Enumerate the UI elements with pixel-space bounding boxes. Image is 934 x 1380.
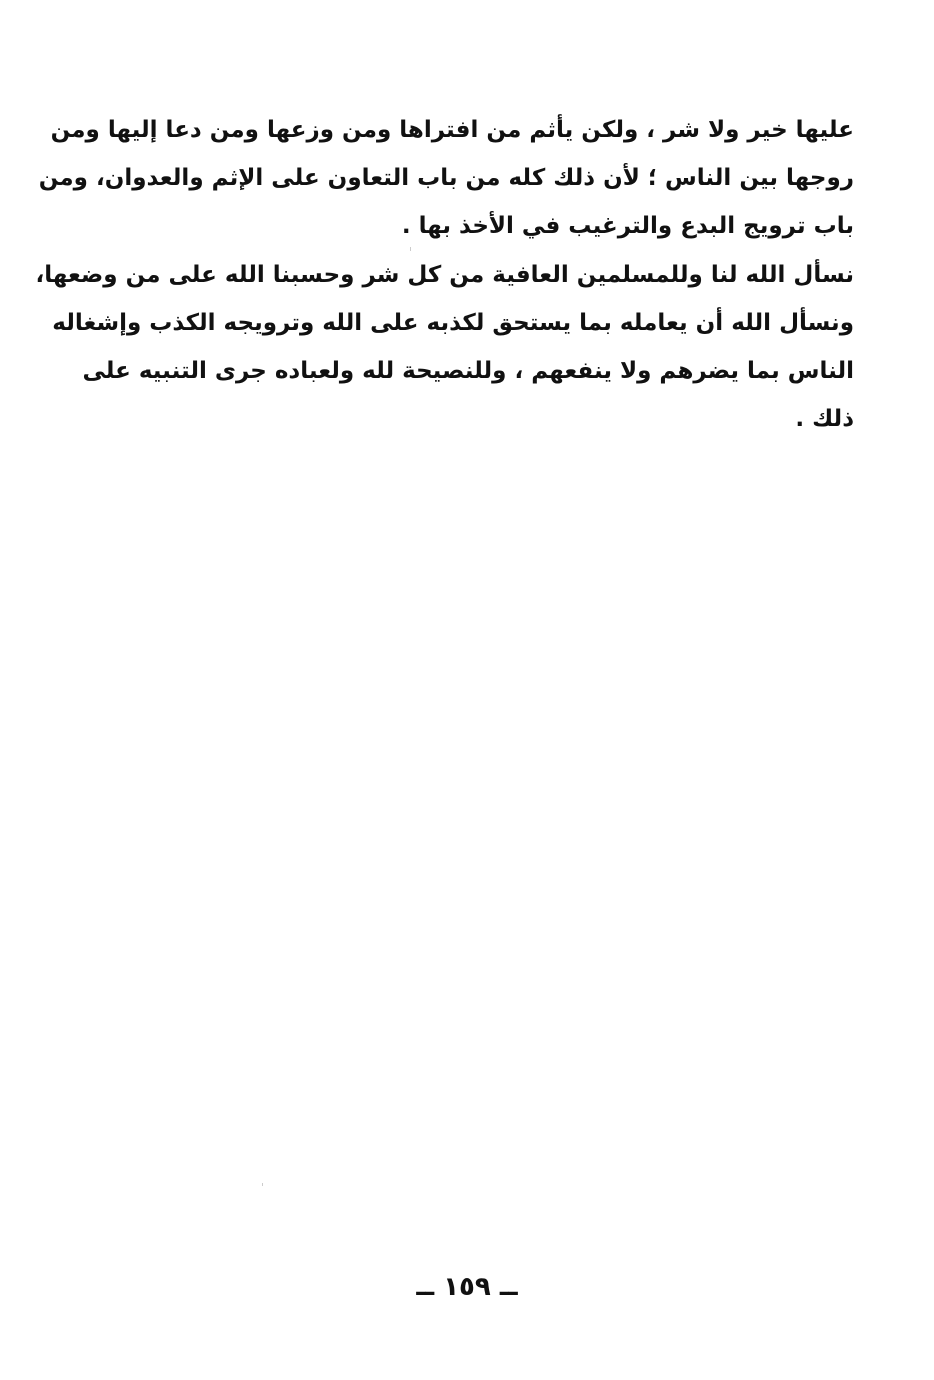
scan-mark [262, 1183, 263, 1186]
paragraph-1 [38, 106, 854, 250]
paragraph-2 [35, 251, 854, 443]
paragraph-line: ونسأل الله أن يعامله بما يستحق لكذبه على الله وترويجه الكذب وإشغاله [52, 310, 854, 336]
paragraph-line: نسأل الله لنا وللمسلمين العافية من كل شر وحسبنا الله على من وضعها، [35, 262, 854, 288]
page-number: ــ ١٥٩ ــ [416, 1272, 518, 1302]
paragraph-line: عليها خير ولا شر ، ولكن يأثم من افتراها ومن وزعها ومن دعا إليها ومن [50, 117, 854, 143]
paragraph-line: باب ترويج البدع والترغيب في الأخذ بها . [401, 213, 854, 239]
paragraph-line: ذلك . [795, 406, 854, 432]
paragraph-line: روجها بين الناس ؛ لأن ذلك كله من باب التعاون على الإثم والعدوان، ومن [38, 165, 854, 191]
paragraph-line: الناس بما يضرهم ولا ينفعهم ، وللنصيحة لله ولعباده جرى التنبيه على [82, 358, 854, 384]
